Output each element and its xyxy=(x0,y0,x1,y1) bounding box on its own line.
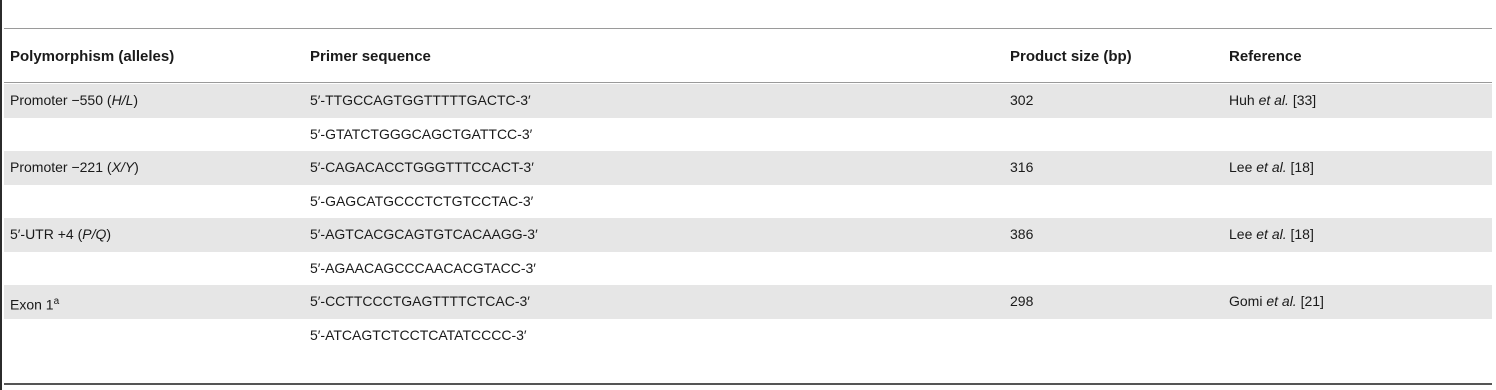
table-row xyxy=(4,319,1492,353)
reference-cell: Huh et al. [33] xyxy=(1229,92,1317,108)
primer-cell: 5′-TTGCCAGTGGTTTTTGACTC-3′ xyxy=(310,92,531,108)
polymorphism-cell: Promoter −221 (X/Y) xyxy=(10,159,139,175)
table-header-rule xyxy=(4,82,1492,83)
primer-cell: 5′-AGTCACGCAGTGTCACAAGG-3′ xyxy=(310,226,538,242)
table-top-rule xyxy=(4,28,1492,29)
table-row xyxy=(4,84,1492,118)
polymorphism-cell: Exon 1$^a$ xyxy=(10,296,60,313)
header-reference: Reference xyxy=(1229,48,1302,65)
table-row xyxy=(4,185,1492,219)
reference-cell: Lee et al. [18] xyxy=(1229,226,1314,242)
primer-cell: 5′-ATCAGTCTCCTCATATCCCC-3′ xyxy=(310,326,527,343)
table-bottom-rule xyxy=(4,383,1492,385)
size-cell: 302 xyxy=(1010,92,1034,108)
header-polymorphism: Polymorphism (alleles) xyxy=(10,48,175,65)
header-product-size: Product size (bp) xyxy=(1010,48,1132,65)
page-left-border xyxy=(0,0,2,390)
table-header-row xyxy=(4,30,1492,82)
size-cell: 316 xyxy=(1010,159,1034,175)
table-row xyxy=(4,285,1492,319)
primer-cell: 5′-GTATCTGGGCAGCTGATTCC-3′ xyxy=(310,125,533,142)
table-row xyxy=(4,218,1492,252)
table-row xyxy=(4,118,1492,152)
polymorphism-cell: Promoter −550 (H/L) xyxy=(10,92,139,108)
table-body xyxy=(4,84,1492,352)
primer-cell: 5′-AGAACAGCCCAACACGTACC-3′ xyxy=(310,259,536,276)
primer-cell: 5′-CAGACACCTGGGTTTCCACT-3′ xyxy=(310,159,534,175)
reference-cell: Lee et al. [18] xyxy=(1229,159,1314,175)
size-cell: 386 xyxy=(1010,226,1034,242)
size-cell: 298 xyxy=(1010,293,1034,309)
table-row xyxy=(4,252,1492,286)
primer-cell: 5′-CCTTCCCTGAGTTTTCTCAC-3′ xyxy=(310,293,530,309)
table-row xyxy=(4,151,1492,185)
polymorphism-cell: 5′-UTR +4 (P/Q) xyxy=(10,226,112,242)
reference-cell: Gomi et al. [21] xyxy=(1229,293,1324,309)
primer-cell: 5′-GAGCATGCCCTCTGTCCTAC-3′ xyxy=(310,192,534,209)
header-primer-sequence: Primer sequence xyxy=(310,48,431,65)
